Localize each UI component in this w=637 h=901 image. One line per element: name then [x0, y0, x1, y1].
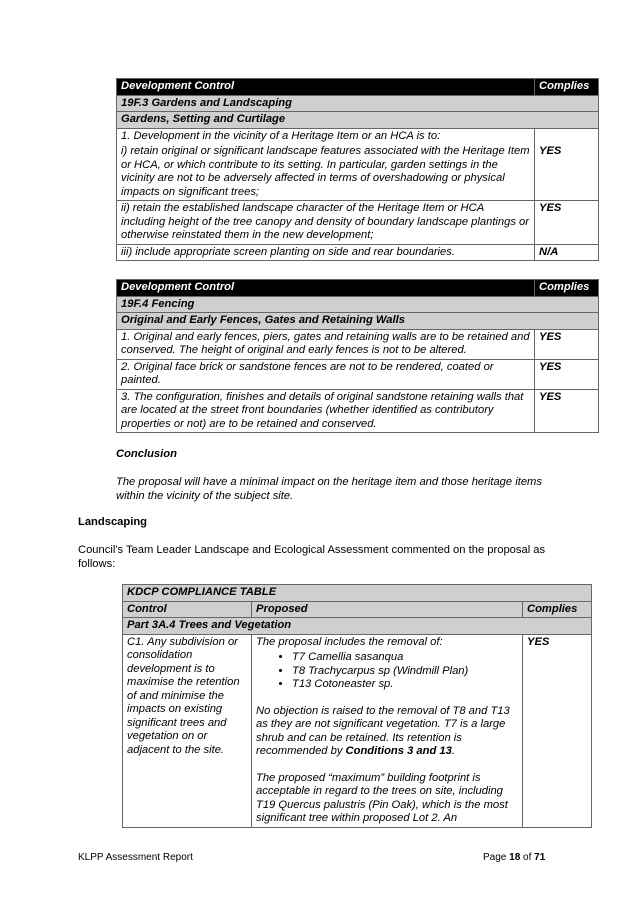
subsection-heading: Original and Early Fences, Gates and Retaining Walls	[117, 313, 599, 330]
conclusion-text: The proposal will have a minimal impact on the heritage item and those heritage items within the vicinity of the subject site.	[116, 476, 542, 502]
complies-row-3: YES	[535, 389, 599, 433]
kdcp-table-title: KDCP COMPLIANCE TABLE	[123, 585, 592, 602]
list-item: • T13 Cotoneaster sp.	[292, 678, 518, 692]
section-heading: 19F.4 Fencing	[117, 296, 599, 313]
removal-list	[256, 651, 518, 692]
col-header-complies: Complies	[535, 79, 599, 96]
complies-row-ii: YES	[535, 201, 599, 245]
footer-left: KLPP Assessment Report	[78, 852, 193, 863]
kdcp-col-proposed: Proposed	[252, 601, 523, 618]
kdcp-compliance-table	[122, 584, 592, 828]
control-row-2: 2. Original face brick or sandstone fences are not to be rendered, coated or painted.	[117, 359, 535, 389]
kdcp-col-complies: Complies	[523, 601, 592, 618]
complies-row-i: YES	[535, 144, 599, 201]
control-row-1: 1. Original and early fences, piers, gates and retaining walls are to be retained and conserved. The height of original and early fences is not to be altered.	[117, 329, 535, 359]
section-heading: 19F.3 Gardens and Landscaping	[117, 95, 599, 112]
dev-control-table-gardens	[116, 78, 599, 261]
conclusion-heading: Conclusion	[116, 448, 177, 460]
subsection-heading: Gardens, Setting and Curtilage	[117, 112, 599, 129]
proposed-intro: The proposal includes the removal of:	[256, 635, 443, 648]
proposed-paragraph-1: No objection is raised to the removal of T8 and T13 as they are not significant vegetation. T7 is a large shrub and can be retained. Its retention is recommended by Conditions 3 and 13.	[256, 704, 510, 757]
footer-page-number: Page 18 of 71	[483, 852, 546, 863]
landscaping-heading: Landscaping	[78, 516, 147, 528]
list-item: • T8 Trachycarpus sp (Windmill Plan)	[292, 665, 518, 679]
control-row-3: 3. The configuration, finishes and details of original sandstone retaining walls that are located at the street front boundaries (whether identified as contributory properties or not) are to be retained and conserved.	[117, 389, 535, 433]
kdcp-complies-value: YES	[523, 634, 592, 827]
kdcp-control-text: C1. Any subdivision or consolidation development is to maximise the retention of and minimise the impacts on existing significant trees and vegetation on or adjacent to the site.	[123, 634, 252, 827]
kdcp-section-heading: Part 3A.4 Trees and Vegetation	[123, 618, 592, 635]
col-header-complies: Complies	[535, 280, 599, 297]
complies-row-iii: N/A	[535, 244, 599, 261]
kdcp-proposed-cell	[252, 634, 523, 827]
dev-control-table-fencing	[116, 279, 599, 433]
col-header-control: Development Control	[117, 280, 535, 297]
complies-row-1: YES	[535, 329, 599, 359]
proposed-paragraph-2: The proposed “maximum” building footprint is acceptable in regard to the trees on site, including T19 Quercus palustris (Pin Oak), which is the most significant tree within proposed Lot 2. An	[256, 771, 508, 824]
col-header-control: Development Control	[117, 79, 535, 96]
control-row-i: i) retain original or significant landscape features associated with the Heritage Item or HCA, or which contribute to its setting. In particular, garden settings in the vicinity are not to be adversely affected in terms of overshadowing or physical impacts on significant trees;	[117, 144, 535, 201]
control-row-iii: iii) include appropriate screen planting on side and rear boundaries.	[117, 244, 535, 261]
complies-row-2: YES	[535, 359, 599, 389]
intro-text: 1. Development in the vicinity of a Heritage Item or an HCA is to:	[117, 128, 535, 144]
landscaping-text: Council's Team Leader Landscape and Ecological Assessment commented on the proposal as follows:	[78, 544, 546, 570]
kdcp-col-control: Control	[123, 601, 252, 618]
list-item: • T7 Camellia sasanqua	[292, 651, 518, 665]
control-row-ii: ii) retain the established landscape character of the Heritage Item or HCA including height of the tree canopy and density of boundary landscape plantings or otherwise reinstated them in the new development;	[117, 201, 535, 245]
